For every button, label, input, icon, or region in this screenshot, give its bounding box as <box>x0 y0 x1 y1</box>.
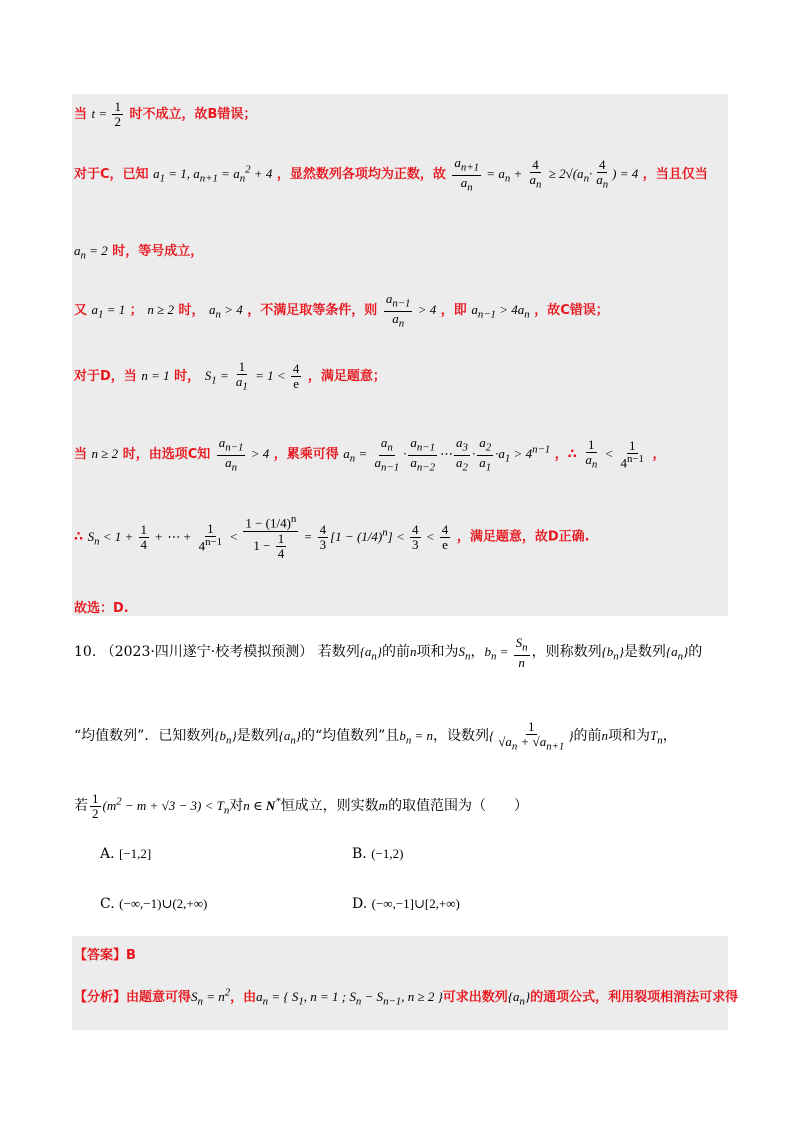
answer-background <box>72 936 728 1030</box>
question-line-1: 10. （2023·四川遂宁·校考模拟预测） 若数列$\{a_n\}$的前n项和为$S_n$，$b_n$ = $\frac{S_n}{n}$ ，则称数列$\{b_n\}$是数列$\{a_n\}$的 <box>74 635 703 670</box>
option-d[interactable]: D. (−∞,−1]∪[2,+∞) <box>352 896 460 912</box>
analysis-label: 【分析】 <box>74 990 127 1005</box>
math-recurrence: $a_1 = 1$, $a_{n+1} = a_n^2 + 4$ <box>153 163 273 185</box>
option-b[interactable]: B. (−1,2) <box>352 846 404 862</box>
analysis-line: 【分析】由题意可得$S_n = n^2$，由$a_n$ = { $S_1$, n = 1 ; $S_n - S_{n-1}$, n ≥ 2 }可求出数列$\{a_n\}$的通项公式，利用裂项相消法可求得 <box>74 986 739 1008</box>
answer-label: 【答案】 <box>74 948 127 963</box>
solution-conclusion: 故选：D. <box>74 601 129 616</box>
math-am-gm: $\frac{a_{n+1}}{a_n}$ = $a_n$ + $\frac{4}{a_n}$ ≥ $2√(a_n\cdot$ $\frac{4}{a_n}$ ) = 4 <box>454 155 639 194</box>
solution-line-4: 又 $a_1 = 1$ ； n ≥ 2 时， $a_n > 4$ ，不满足取等条件，则 $\frac{a_{n-1}}{a_n}$ > 4 ，即 $a_{n-1} > 4a_n$ ，故C错误； <box>74 291 609 330</box>
solution-line-2: 对于C，已知 $a_1 = 1$, $a_{n+1} = a_n^2 + 4$ ，显然数列各项均为正数，故 $\frac{a_{n+1}}{a_n}$ = $a_n$ + $\frac{4}{a_n}$ ≥ $2√(a_n\cdot$ $\frac{4}{a_n}$ ) = 4 ，当且仅当 <box>74 155 708 194</box>
question-line-2: “均值数列”．已知数列$\{b_n\}$是数列$\{a_n\}$的“均值数列”且$b_n = n$，设数列{ $\frac{1}{√a_n + √a_{n+1}}$ }的前n项和为$T_n$， <box>74 719 677 753</box>
question-line-3: 若 $\frac{1}{2}$ $(m^2 - m + √3 - 3) < T_n$对n ∈ N*恒成立，则实数m的取值范围为（ ） <box>74 791 529 822</box>
question-number: 10. <box>74 643 97 660</box>
answer-line <box>74 944 136 963</box>
solution-line-5: 对于D，当 n = 1 时， $S_1$ = $\frac{1}{a_1}$ = 1 < $\frac{4}{e}$ ，满足题意； <box>74 359 386 393</box>
math-t-half: t = $\frac{1}{2}$ <box>91 99 121 130</box>
option-c[interactable]: C. (−∞,−1)∪(2,+∞) <box>100 896 208 912</box>
solution-line-6: 当 n ≥ 2 时，由选项C知 $\frac{a_{n-1}}{a_n}$ > 4 ，累乘可得 $a_n$ = $\frac{a_n}{a_{n-1}}$ · $\frac{a_{n-1}}{a_{n-2}}$ ⋯ $\frac{a_3}{a_2}$ · $\frac{a_2}{a_1}$ $\cdot a_1 > 4^{n-1}$ ，∴ $\frac{1}{a_n}$ < $\frac{1}{4^{n-1}}$ ， <box>74 435 666 474</box>
solution-line-7: ∴ $S_n < 1$ + $\frac{1}{4}$ + ⋯ + $\frac{1}{4^{n-1}}$ < $1 - (1/4)^n$ 1 − $\frac{1}{4}$ = $\frac{4}{3}$ $[1 - (1/4)^n]$ < $\frac{4}{3}$ < $\frac{4}{e}$ ，满足题意，故D正确. <box>74 513 590 561</box>
question-source: （2023·四川遂宁·校考模拟预测） <box>100 643 314 660</box>
answer-value: B <box>126 948 136 963</box>
solution-line-1: 当 t = $\frac{1}{2}$ 时不成立，故B错误； <box>74 99 257 130</box>
option-a[interactable]: A. [−1,2] <box>100 846 152 862</box>
solution-line-3: $a_n = 2$ 时，等号成立， <box>74 243 204 262</box>
